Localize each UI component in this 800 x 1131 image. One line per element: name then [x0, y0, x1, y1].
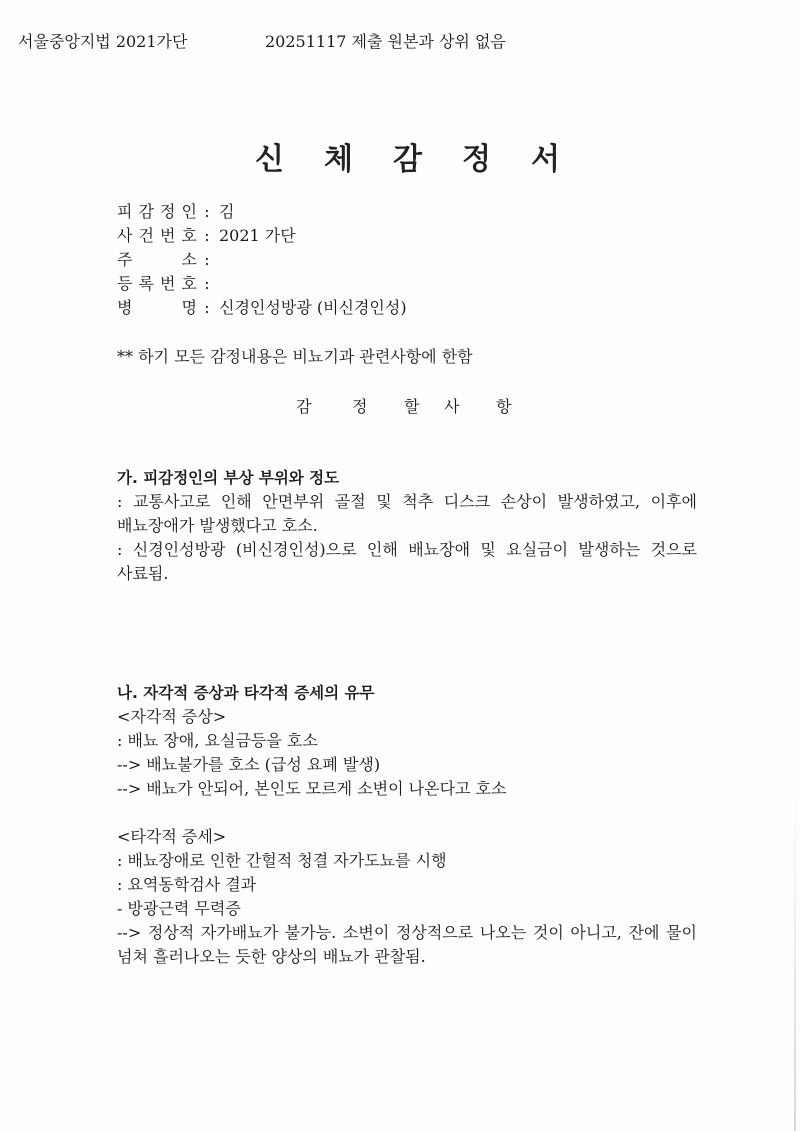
info-row-diagnosis — [117, 296, 407, 320]
label-char: 번 — [160, 274, 176, 293]
info-label — [117, 200, 197, 224]
section-paragraph: : 교통사고로 인해 안면부위 골절 및 척추 디스크 손상이 발생하였고, 이후에 배뇨장애가 발생했다고 호소. — [117, 492, 697, 535]
info-label — [117, 296, 197, 320]
title-char: 체 — [324, 142, 353, 177]
objective-findings-label: <타각적 증세> — [117, 827, 227, 846]
label-char: 정 — [160, 202, 176, 221]
label-char: 소 — [181, 250, 197, 269]
examination-items-title — [296, 394, 511, 417]
scope-note: ** 하기 모든 감정내용은 비뇨기과 관련사항에 한함 — [117, 347, 473, 366]
symptom-line: --> 배뇨불가를 호소 (급성 요폐 발생) — [117, 755, 381, 774]
court-case-header: 서울중앙지법 2021가단 — [18, 32, 188, 51]
section-objective-findings — [117, 825, 697, 969]
label-char: 주 — [117, 250, 133, 269]
subtitle-char: 사 — [444, 397, 460, 416]
title-char: 감 — [393, 142, 422, 177]
document-title — [255, 134, 600, 178]
info-row-registration-number — [117, 272, 407, 296]
info-value: 김 — [219, 202, 235, 221]
section-heading: 나. 자각적 증상과 타각적 증세의 유무 — [117, 684, 375, 702]
finding-line: : 요역동학검사 결과 — [117, 875, 257, 894]
info-row-examinee — [117, 200, 407, 224]
info-colon: : — [204, 298, 210, 317]
title-char: 서 — [531, 142, 560, 177]
finding-line: - 방광근력 무력증 — [117, 899, 241, 918]
info-row-case-number — [117, 224, 407, 248]
label-char: 호 — [181, 274, 197, 293]
label-char: 인 — [181, 202, 197, 221]
label-char: 사 — [117, 226, 133, 245]
finding-line: : 배뇨장애로 인한 간헐적 청결 자가도뇨를 시행 — [117, 851, 447, 870]
info-value: 신경인성방광 (비신경인성) — [219, 298, 407, 317]
section-injury-site — [117, 466, 697, 586]
info-colon: : — [204, 226, 210, 245]
subjective-symptoms-label: <자각적 증상> — [117, 707, 227, 726]
subtitle-char: 감 — [296, 397, 312, 416]
examinee-info-block — [117, 200, 407, 320]
label-char: 등 — [117, 274, 133, 293]
label-char: 피 — [117, 202, 133, 221]
label-char: 건 — [138, 226, 154, 245]
subtitle-char: 할 — [404, 397, 420, 416]
info-label — [117, 248, 197, 272]
symptom-line: : 배뇨 장애, 요실금등을 호소 — [117, 731, 318, 750]
info-colon: : — [204, 274, 210, 293]
label-char: 번 — [160, 226, 176, 245]
info-colon: : — [204, 202, 210, 221]
scan-edge-shadow — [794, 790, 796, 1131]
info-row-address — [117, 248, 407, 272]
subtitle-char: 정 — [352, 397, 368, 416]
label-char: 명 — [181, 298, 197, 317]
info-colon: : — [204, 250, 210, 269]
label-char: 록 — [138, 274, 154, 293]
title-char: 정 — [462, 142, 491, 177]
info-label — [117, 272, 197, 296]
subtitle-char: 항 — [496, 397, 512, 416]
submission-stamp-header: 20251117 제출 원본과 상위 없음 — [265, 32, 506, 51]
title-char: 신 — [255, 142, 284, 177]
section-paragraph: : 신경인성방광 (비신경인성)으로 인해 배뇨장애 및 요실금이 발생하는 것으로 사료됨. — [117, 540, 697, 583]
info-label — [117, 224, 197, 248]
info-value: 2021 가단 — [219, 226, 296, 245]
label-char: 호 — [181, 226, 197, 245]
section-symptoms — [117, 681, 697, 801]
label-char: 감 — [138, 202, 154, 221]
finding-paragraph: --> 정상적 자가배뇨가 불가능. 소변이 정상적으로 나오는 것이 아니고, 잔에 물이 넘쳐 흘러나오는 듯한 양상의 배뇨가 관찰됨. — [117, 923, 697, 966]
symptom-line: --> 배뇨가 안되어, 본인도 모르게 소변이 나온다고 호소 — [117, 779, 507, 798]
label-char: 병 — [117, 298, 133, 317]
section-heading: 가. 피감정인의 부상 부위와 정도 — [117, 469, 340, 487]
